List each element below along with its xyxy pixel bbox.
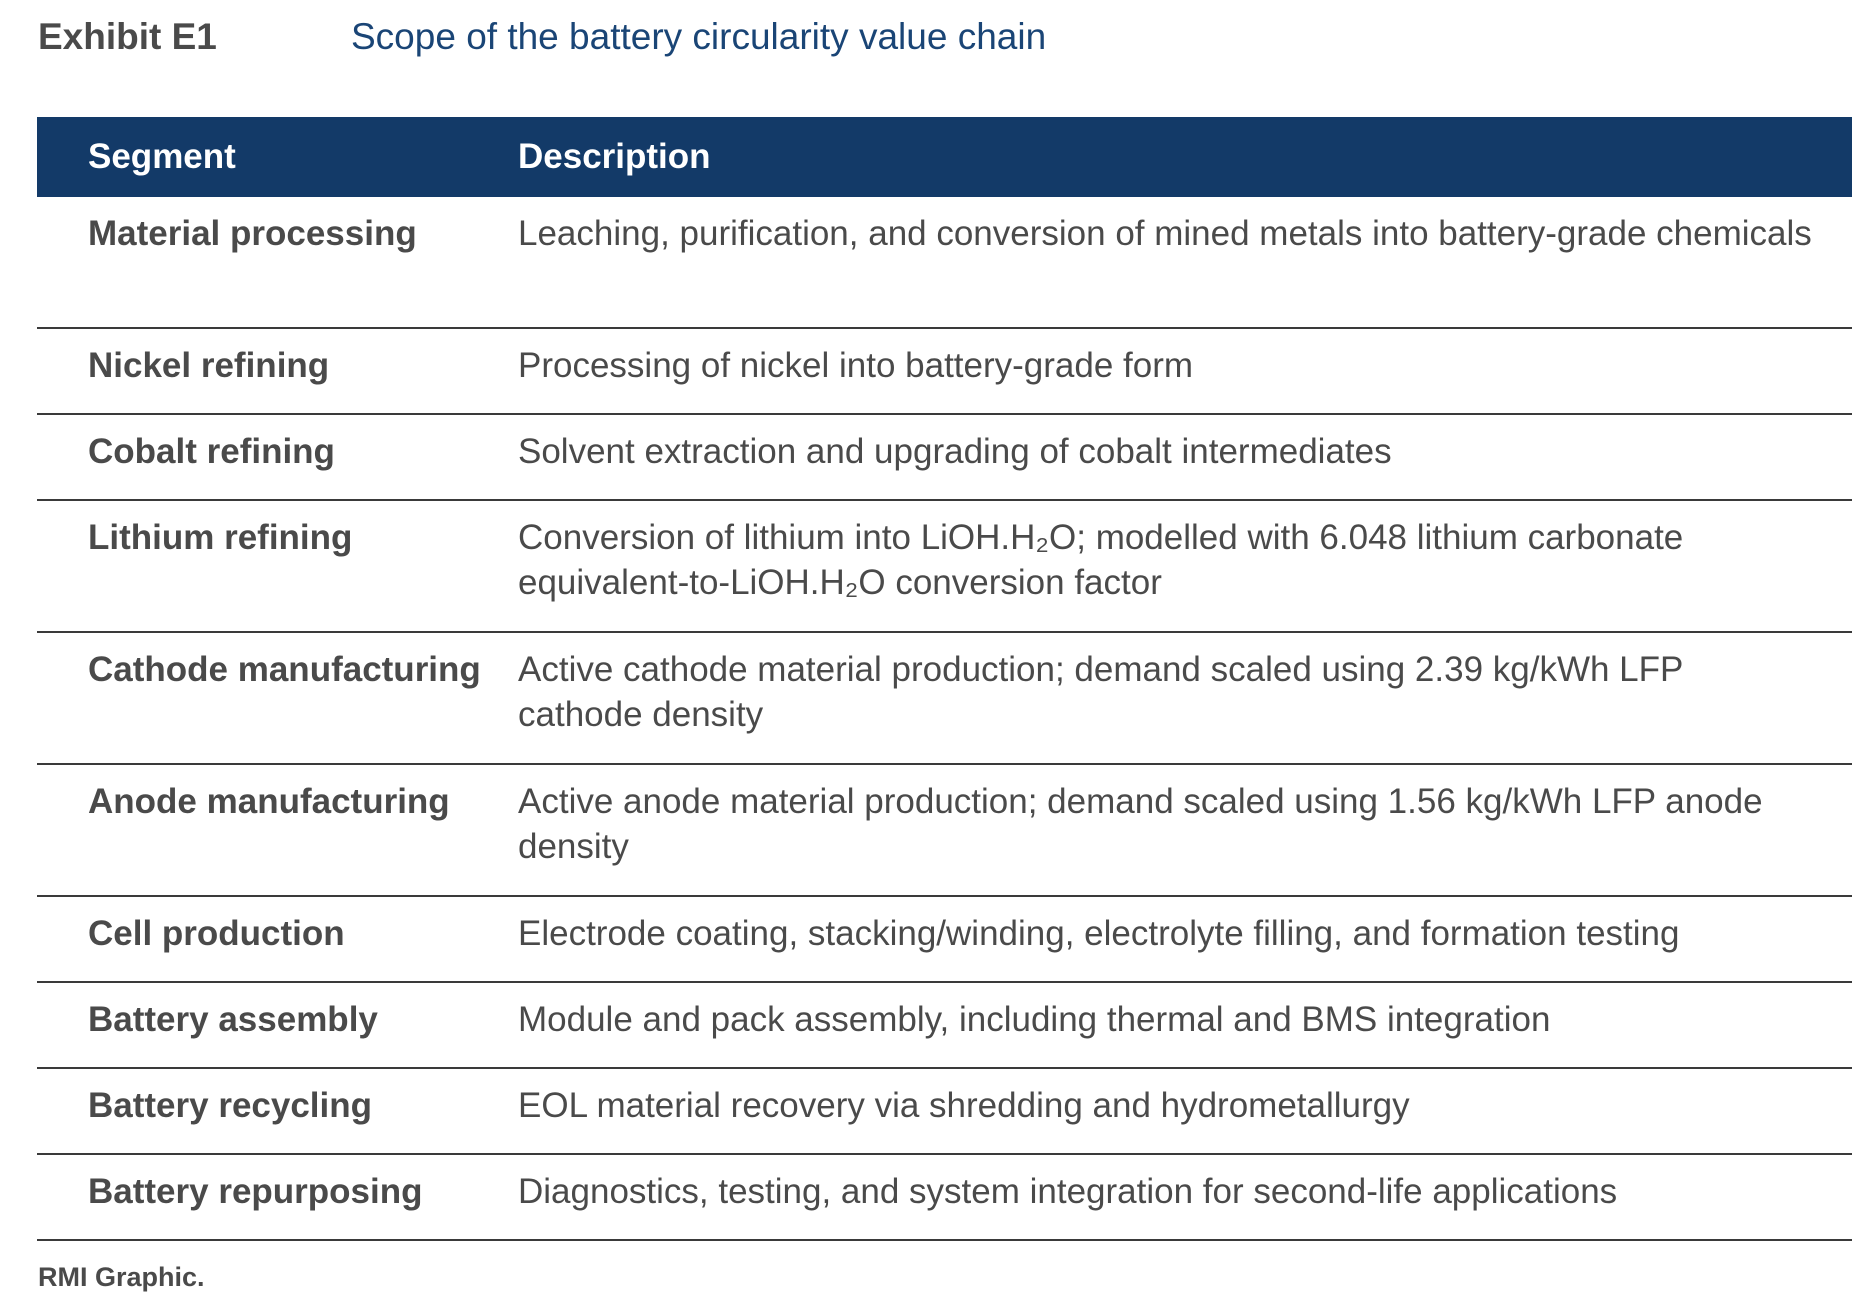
table-row	[37, 1155, 1852, 1241]
exhibit-label: Exhibit E1	[38, 16, 217, 57]
segment-cell: Cobalt refining	[88, 432, 335, 471]
segment-cell: Material processing	[88, 214, 417, 253]
description-cell: Electrode coating, stacking/winding, electrolyte filling, and formation testing	[518, 914, 1680, 953]
description-cell: EOL material recovery via shredding and hydrometallurgy	[518, 1086, 1410, 1125]
description-cell: Diagnostics, testing, and system integration for second-life applications	[518, 1172, 1618, 1211]
segment-cell: Nickel refining	[88, 346, 330, 385]
segment-cell: Cell production	[88, 914, 345, 953]
table-row	[37, 197, 1852, 329]
exhibit-title: Scope of the battery circularity value chain	[351, 16, 1047, 57]
segment-cell: Battery repurposing	[88, 1172, 423, 1211]
segment-cell: Cathode manufacturing	[88, 650, 481, 689]
exhibit-header	[38, 12, 1046, 62]
table-body	[37, 197, 1852, 1241]
description-cell: Active cathode material production; demand scaled using 2.39 kg/kWh LFP cathode density	[518, 650, 1683, 734]
segment-cell: Lithium refining	[88, 518, 353, 557]
source-note: RMI Graphic.	[38, 1262, 205, 1292]
segment-cell: Anode manufacturing	[88, 782, 450, 821]
description-cell: Module and pack assembly, including thermal and BMS integration	[518, 1000, 1551, 1039]
table-row	[37, 983, 1852, 1069]
description-cell: Conversion of lithium into LiOH.H₂O; modelled with 6.048 lithium carbonate equivalent-to-LiOH.H₂O conversion factor	[518, 518, 1684, 602]
description-cell: Processing of nickel into battery-grade form	[518, 346, 1194, 385]
table-header-row	[37, 117, 1852, 197]
description-cell: Leaching, purification, and conversion of mined metals into battery-grade chemicals	[518, 214, 1812, 253]
description-cell: Active anode material production; demand scaled using 1.56 kg/kWh LFP anode density	[518, 782, 1763, 866]
header-description: Description	[518, 137, 711, 176]
table-row	[37, 633, 1852, 765]
segment-cell: Battery assembly	[88, 1000, 378, 1039]
segment-cell: Battery recycling	[88, 1086, 373, 1125]
table-row	[37, 1069, 1852, 1155]
table-row	[37, 329, 1852, 415]
table-row	[37, 415, 1852, 501]
header-segment: Segment	[88, 137, 236, 176]
table-row	[37, 765, 1852, 897]
table-row	[37, 501, 1852, 633]
value-chain-table	[37, 117, 1852, 1241]
description-cell: Solvent extraction and upgrading of cobalt intermediates	[518, 432, 1392, 471]
table-row	[37, 897, 1852, 983]
